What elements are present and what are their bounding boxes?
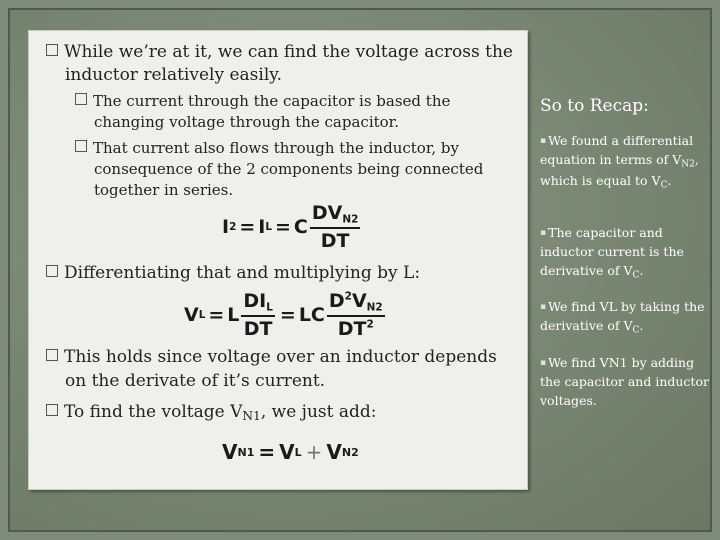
formula-subscript: L bbox=[198, 308, 206, 321]
formula-symbol: V bbox=[279, 440, 295, 464]
recap-subscript: N2 bbox=[681, 159, 695, 169]
recap-text: We found a differential equation in terms of V bbox=[540, 133, 694, 167]
recap-text: We find VL by taking the derivative of V bbox=[540, 299, 705, 333]
formula-superscript: 2 bbox=[344, 290, 352, 303]
bullet-4-sub: N1 bbox=[242, 409, 261, 424]
formula-current bbox=[222, 202, 362, 252]
bullet-box-icon bbox=[75, 93, 87, 105]
formula-equals: = bbox=[208, 303, 225, 326]
bullet-2 bbox=[46, 262, 420, 285]
bullet-1-cont bbox=[65, 64, 282, 87]
formula-symbol: V bbox=[326, 440, 342, 464]
formula-subscript: N1 bbox=[237, 445, 255, 459]
formula-subscript: 2 bbox=[229, 220, 237, 233]
formula-node-voltage bbox=[222, 440, 359, 464]
bullet-box-icon bbox=[46, 349, 58, 361]
bullet-dot-icon: ▪ bbox=[540, 228, 547, 238]
recap-item bbox=[540, 224, 710, 282]
fraction-numerator: D bbox=[328, 290, 345, 312]
fraction-numerator: V bbox=[351, 290, 367, 312]
fraction-numerator: DI bbox=[243, 290, 267, 312]
recap-subscript: C bbox=[660, 179, 668, 190]
bullet-1-line1: While we’re at it, we can find the voltage across the bbox=[64, 42, 513, 62]
bullet-dot-icon: ▪ bbox=[540, 358, 547, 368]
bullet-dot-icon: ▪ bbox=[540, 302, 547, 312]
formula-fraction bbox=[241, 290, 275, 340]
recap-text: , which is equal to V bbox=[540, 151, 699, 188]
bullet-1 bbox=[46, 41, 513, 64]
bullet-4-after: , we just add: bbox=[260, 402, 377, 422]
formula-superscript: 2 bbox=[366, 318, 374, 331]
bullet-3-cont bbox=[65, 370, 325, 393]
sub-bullet-1 bbox=[75, 92, 450, 112]
formula-symbol: C bbox=[293, 215, 308, 238]
sub-bullet-2-line2: consequence of the 2 components being connected bbox=[94, 160, 484, 178]
recap-item bbox=[540, 298, 710, 338]
formula-subscript: L bbox=[294, 445, 302, 459]
formula-symbol: L bbox=[227, 303, 240, 326]
sub-bullet-2-cont bbox=[94, 160, 483, 180]
recap-item bbox=[540, 132, 710, 192]
formula-equals: = bbox=[275, 215, 291, 238]
bullet-box-icon bbox=[75, 140, 87, 152]
recap-text: . bbox=[639, 262, 644, 278]
formula-subscript: L bbox=[265, 220, 272, 233]
recap-text: We find VN1 by adding the capacitor and inductor voltages. bbox=[540, 355, 709, 408]
bullet-box-icon bbox=[46, 44, 58, 56]
sub-bullet-1-line2: changing voltage through the capacitor. bbox=[94, 113, 399, 131]
fraction-denominator: DT bbox=[320, 229, 350, 252]
recap-text: . bbox=[639, 317, 644, 333]
recap-item bbox=[540, 354, 710, 410]
recap-subscript: C bbox=[632, 325, 640, 335]
fraction-denominator: DT bbox=[243, 317, 273, 340]
formula-symbol: LC bbox=[298, 303, 325, 326]
bullet-1-line2: inductor relatively easily. bbox=[65, 65, 283, 85]
sub-bullet-2-line3: together in series. bbox=[94, 181, 234, 199]
fraction-numerator: DV bbox=[311, 202, 343, 224]
bullet-dot-icon: ▪ bbox=[540, 136, 547, 146]
formula-symbol: V bbox=[222, 440, 238, 464]
formula-equals: = bbox=[239, 215, 256, 238]
formula-symbol: V bbox=[184, 303, 199, 326]
bullet-3-line1: This holds since voltage over an inductor depends bbox=[64, 347, 497, 367]
formula-subscript: N2 bbox=[341, 445, 359, 459]
recap-subscript: C bbox=[632, 269, 640, 280]
bullet-3-line2: on the derivate of it’s current. bbox=[65, 371, 326, 391]
sub-bullet-1-line1: The current through the capacitor is based the bbox=[93, 92, 451, 110]
formula-fraction bbox=[310, 202, 360, 252]
fraction-denominator: DT bbox=[337, 317, 367, 340]
bullet-box-icon bbox=[46, 265, 58, 277]
bullet-3 bbox=[46, 346, 497, 369]
recap-text: The capacitor and inductor current is the derivative of V bbox=[540, 225, 684, 278]
bullet-4 bbox=[46, 401, 376, 424]
sub-bullet-1-cont bbox=[94, 113, 399, 133]
formula-subscript: N2 bbox=[366, 301, 383, 314]
formula-subscript: N2 bbox=[342, 213, 359, 226]
formula-fraction bbox=[327, 290, 385, 340]
recap-text: . bbox=[667, 172, 672, 188]
recap-title: So to Recap: bbox=[540, 96, 649, 116]
formula-inductor-voltage bbox=[184, 290, 387, 340]
sub-bullet-2-line1: That current also flows through the inductor, by bbox=[93, 139, 459, 157]
sub-bullet-2 bbox=[75, 139, 459, 159]
formula-equals: = bbox=[258, 440, 276, 464]
bullet-2-line1: Differentiating that and multiplying by L: bbox=[64, 263, 421, 283]
formula-equals: = bbox=[279, 303, 296, 326]
formula-symbol: I bbox=[258, 215, 266, 238]
formula-plus: + bbox=[305, 440, 323, 464]
sub-bullet-2-cont2 bbox=[94, 181, 233, 201]
formula-symbol: I bbox=[222, 215, 230, 238]
bullet-4-before: To find the voltage V bbox=[64, 402, 243, 422]
bullet-box-icon bbox=[46, 404, 58, 416]
formula-subscript: L bbox=[266, 301, 273, 314]
